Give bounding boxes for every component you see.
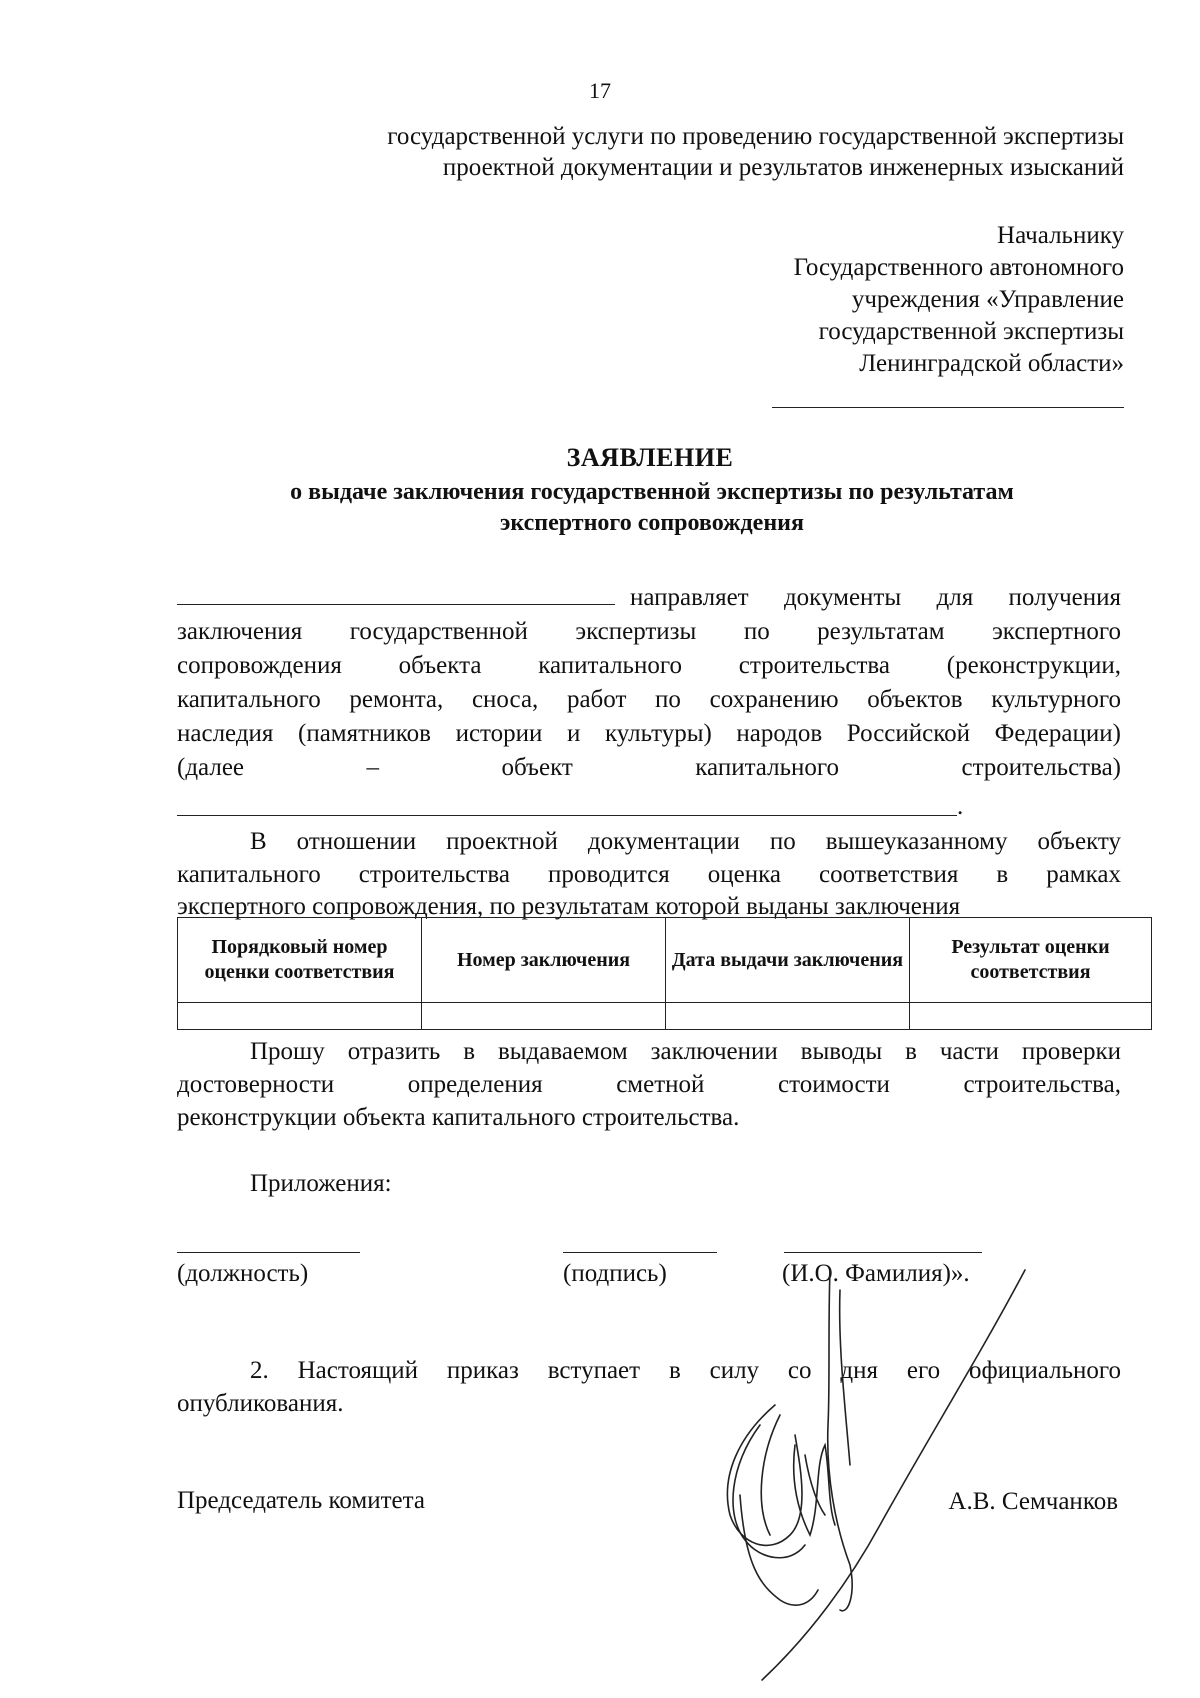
position-caption: (должность) [177, 1260, 309, 1287]
paragraph-line: Прошу отразить в выдаваемом заключении выводы в части проверки [250, 1038, 1121, 1065]
addressee-blank-line [772, 407, 1124, 408]
handwritten-signature [700, 1265, 1040, 1685]
order-clause-line: опубликования. [177, 1390, 344, 1417]
addressee-line: Ленинградской области» [859, 350, 1124, 377]
header-line: государственной услуги по проведению государственной экспертизы [387, 123, 1124, 150]
paragraph-line: капитального ремонта, сноса, работ по сохранению объектов культурного [177, 686, 1121, 713]
object-blank-line [177, 815, 957, 816]
running-header [180, 121, 1124, 183]
table-header-cell: Результат оценки соответствия [910, 918, 1152, 1003]
name-caption: (И.О. Фамилия)». [782, 1260, 970, 1287]
paragraph-line: достоверности определения сметной стоимости строительства, [177, 1071, 1121, 1098]
chairman-title: Председатель комитета [177, 1487, 425, 1514]
chairman-name: А.В. Семчанков [948, 1488, 1118, 1515]
subtitle-line: о выдаче заключения государственной экспертизы по результатам [290, 479, 1014, 505]
table-cell[interactable] [910, 1003, 1152, 1030]
document-subtitle [180, 477, 1124, 539]
name-blank-line [784, 1252, 982, 1253]
header-line: проектной документации и результатов инженерных изысканий [442, 154, 1124, 181]
applicant-blank-line [177, 604, 615, 605]
table-row [178, 1003, 1152, 1030]
table-header-cell: Номер заключения [422, 918, 666, 1003]
table-cell[interactable] [178, 1003, 422, 1030]
table-header-cell: Порядковый номер оценки соответствия [178, 918, 422, 1003]
paragraph-line: сопровождения объекта капитального строительства (реконструкции, [177, 652, 1121, 679]
addressee-line: Начальнику [997, 222, 1124, 249]
table-header-row [178, 918, 1152, 1003]
addressee-line: Государственного автономного [793, 254, 1124, 281]
table-header-cell: Дата выдачи заключения [666, 918, 910, 1003]
signature-caption: (подпись) [563, 1260, 667, 1287]
table-cell[interactable] [422, 1003, 666, 1030]
signature-blank-line [563, 1252, 717, 1253]
order-clause-line: 2. Настоящий приказ вступает в силу со дня его официального [250, 1357, 1121, 1384]
paragraph-line: (далее – объект капитального строительства) [177, 754, 1121, 781]
addressee-block [624, 220, 1124, 380]
paragraph-line: реконструкции объекта капитального строительства. [177, 1104, 740, 1131]
end-punctuation: . [957, 793, 964, 820]
paragraph-line: заключения государственной экспертизы по результатам экспертного [177, 618, 1121, 645]
addressee-line: государственной экспертизы [818, 318, 1124, 345]
addressee-line: учреждения «Управление [851, 286, 1124, 313]
paragraph-line: капитального строительства проводится оценка соответствия в рамках [177, 861, 1121, 888]
table-cell[interactable] [666, 1003, 910, 1030]
paragraph-line: направляет документы для получения [630, 584, 1121, 611]
paragraph-line: В отношении проектной документации по вышеуказанному объекту [250, 828, 1121, 855]
position-blank-line [177, 1252, 360, 1253]
paragraph-line: экспертного сопровождения, по результатам которой выданы заключения [177, 893, 961, 920]
document-title: ЗАЯВЛЕНИЕ [566, 443, 734, 472]
conclusions-table [177, 917, 1152, 1030]
page-number: 17 [589, 78, 611, 103]
attachments-label: Приложения: [250, 1170, 392, 1197]
subtitle-line: экспертного сопровождения [500, 510, 804, 536]
paragraph-line: наследия (памятников истории и культуры) народов Российской Федерации) [177, 720, 1121, 747]
